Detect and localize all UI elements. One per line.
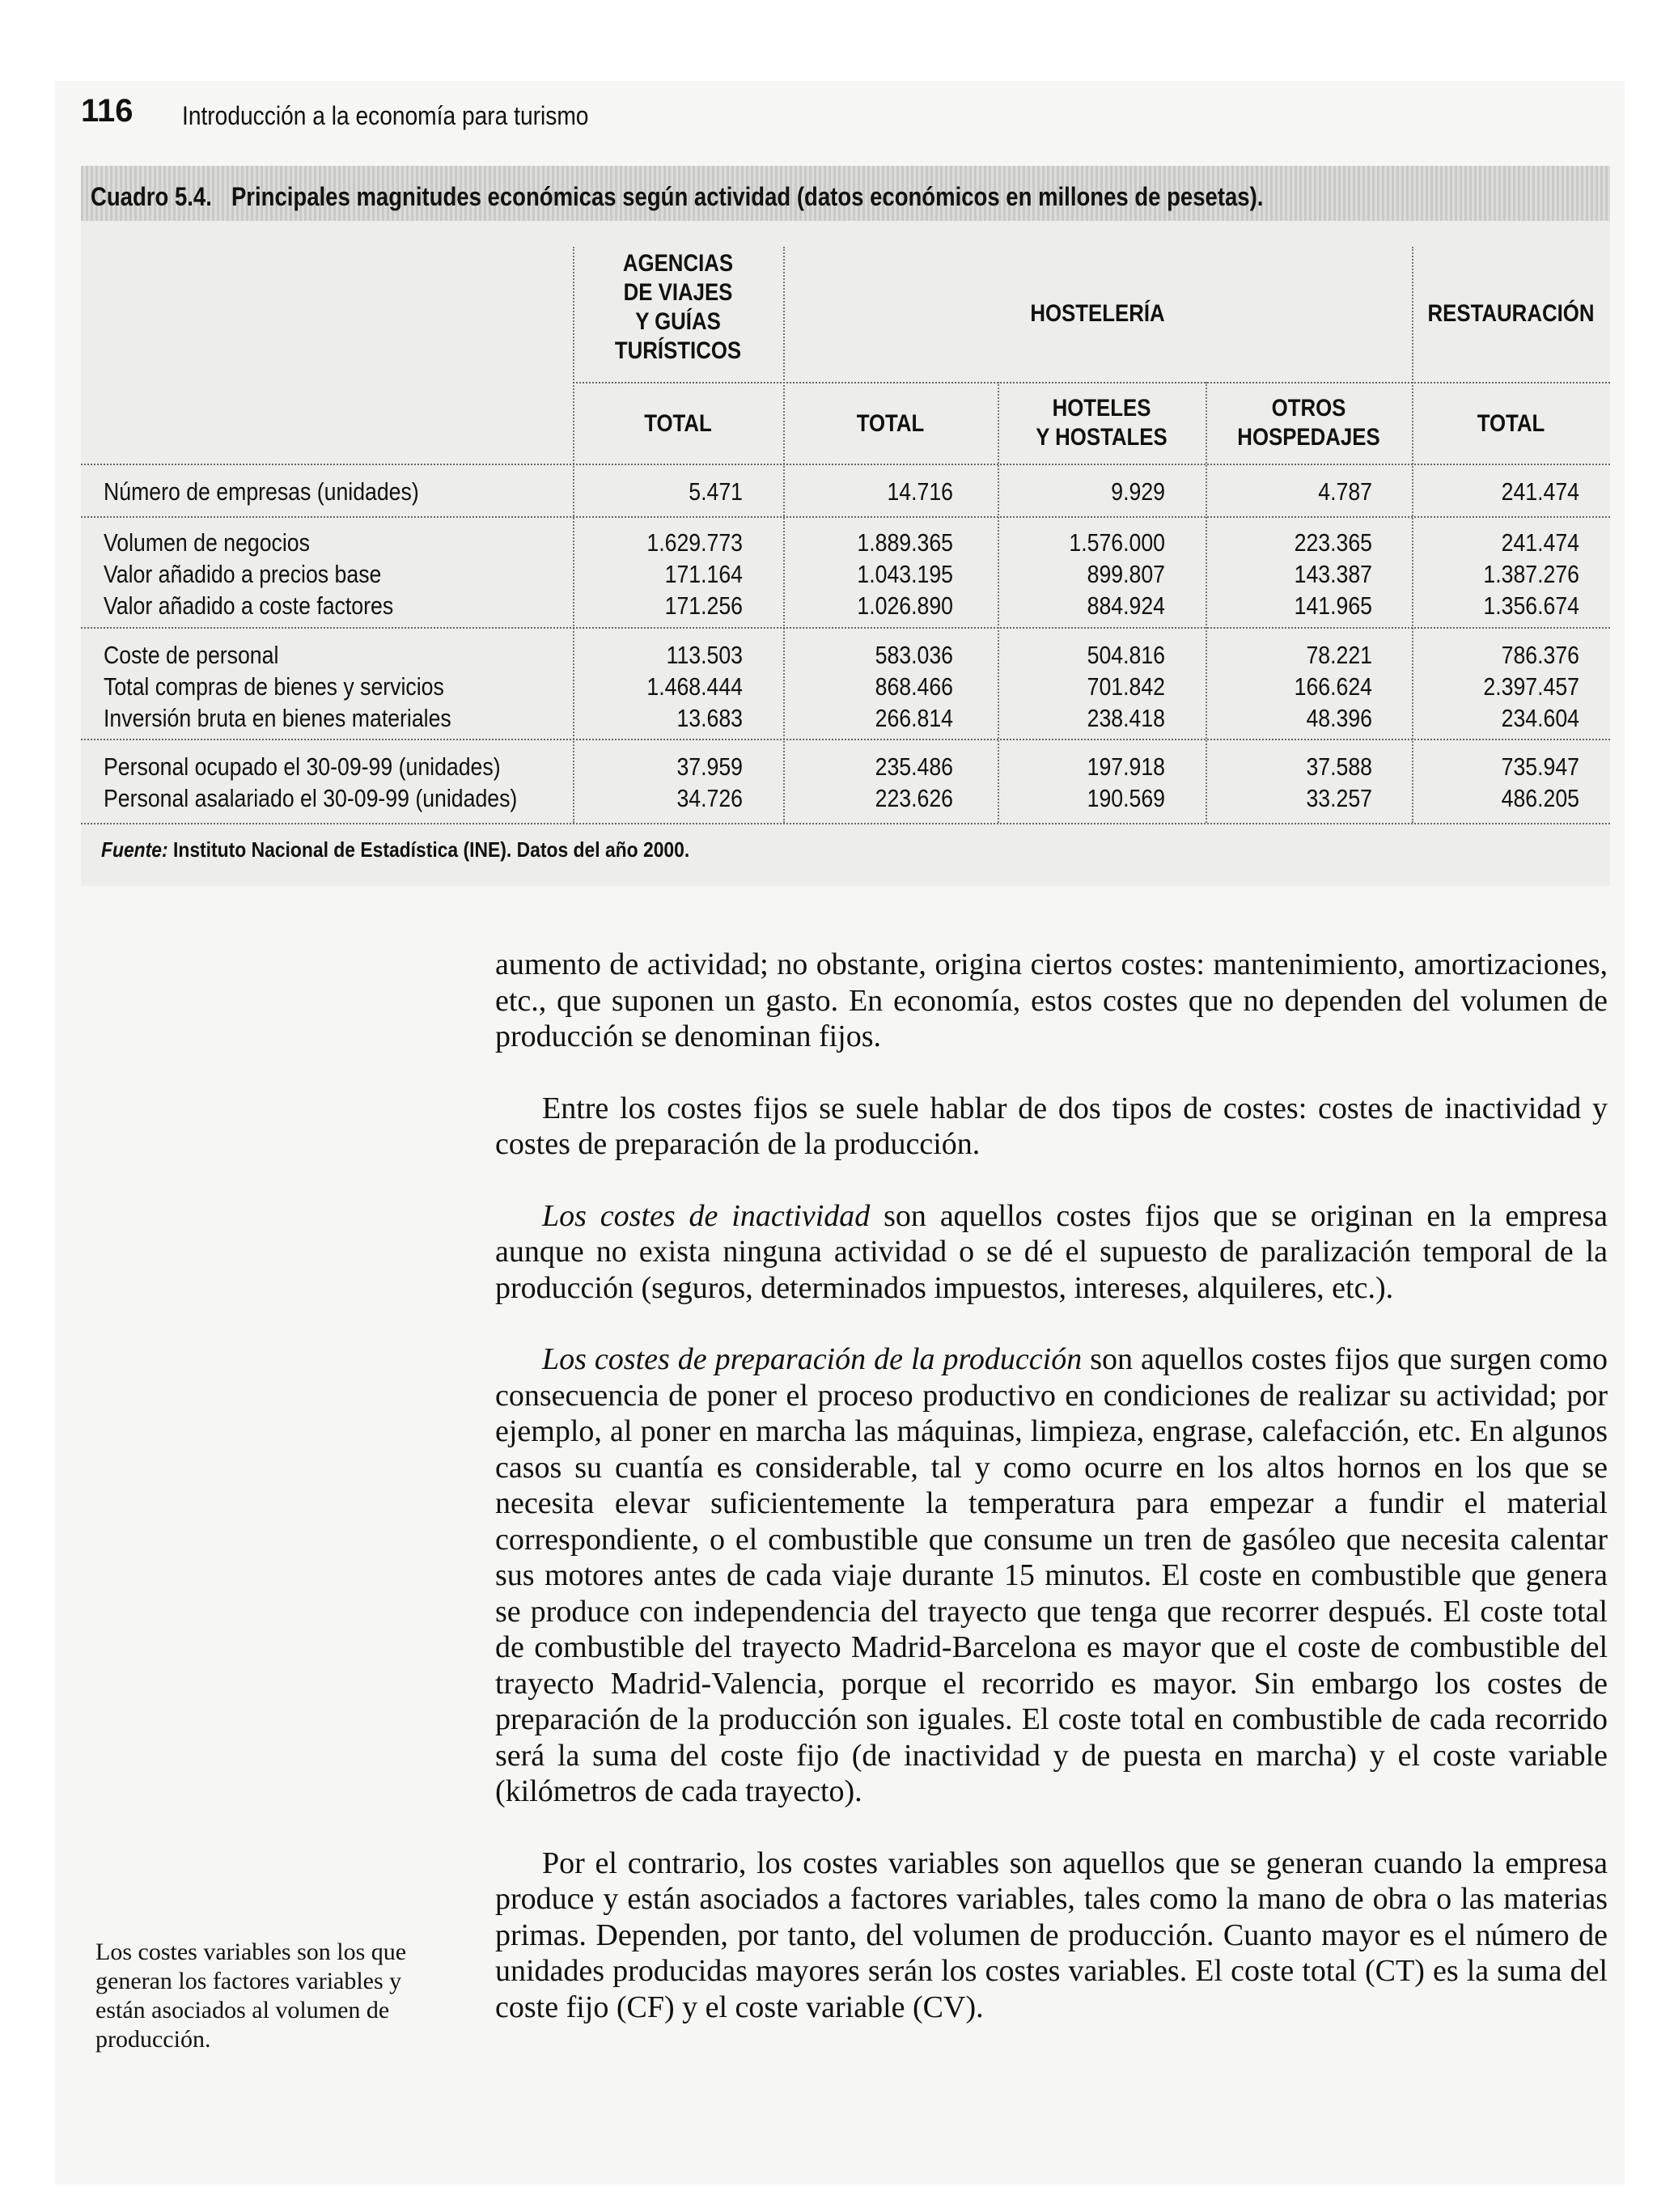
table-source bbox=[101, 837, 689, 862]
table-cell: 113.503 bbox=[666, 641, 743, 669]
table-cell: 143.387 bbox=[1294, 560, 1372, 588]
row-label: Inversión bruta en bienes materiales bbox=[104, 704, 451, 732]
table-cell: 37.588 bbox=[1306, 752, 1372, 781]
table-cell: 4.787 bbox=[1318, 477, 1372, 506]
row-label: Número de empresas (unidades) bbox=[104, 477, 419, 506]
table-cell: 48.396 bbox=[1306, 704, 1372, 732]
table-cell: 223.626 bbox=[875, 784, 953, 812]
table-cell: 1.356.674 bbox=[1483, 591, 1579, 620]
table-cell: 78.221 bbox=[1306, 641, 1372, 669]
table-cell: 171.164 bbox=[664, 560, 743, 588]
table-cell: 1.576.000 bbox=[1069, 528, 1165, 557]
paragraph: Por el contrario, los costes variables son aquellos que se generan cuando la empresa produce y están asociados a factores variables, tales como la mano de obra o las materias primas. Dependen, por tanto, del volumen de producción. Cuanto mayor es el número de unidades producidas mayores serán los costes variables. El coste total (CT) es la suma del coste fijo (CF) y el coste variable (CV). bbox=[495, 1845, 1608, 2024]
table-cell: 786.376 bbox=[1501, 641, 1579, 669]
row-label: Valor añadido a precios base bbox=[104, 560, 382, 588]
table-caption-number: Cuadro 5.4. bbox=[91, 182, 212, 211]
table-cell: 2.397.457 bbox=[1483, 672, 1579, 701]
table-cell: 504.816 bbox=[1087, 641, 1165, 669]
table-cell: 9.929 bbox=[1111, 477, 1165, 506]
row-label: Personal asalariado el 30-09-99 (unidades) bbox=[104, 784, 518, 812]
table-cell: 34.726 bbox=[676, 784, 743, 812]
table-divider bbox=[81, 823, 1610, 824]
table-cell: 735.947 bbox=[1501, 752, 1579, 781]
running-title: Introducción a la economía para turismo bbox=[182, 101, 589, 130]
header-hosteleria: HOSTELERÍA bbox=[1030, 300, 1165, 327]
subheader-agencias-total: TOTAL bbox=[644, 410, 712, 437]
table-cell: 583.036 bbox=[875, 641, 953, 669]
header-restauracion: RESTAURACIÓN bbox=[1427, 300, 1595, 327]
header-agencias: AGENCIAS DE VIAJES Y GUÍAS TURÍSTICOS bbox=[614, 250, 742, 364]
row-label: Total compras de bienes y servicios bbox=[104, 672, 444, 701]
page-number: 116 bbox=[81, 93, 133, 129]
table-divider bbox=[783, 247, 785, 823]
table-cell: 197.918 bbox=[1087, 752, 1165, 781]
row-label: Coste de personal bbox=[104, 641, 279, 669]
paragraph: aumento de actividad; no obstante, origina ciertos costes: mantenimiento, amortizaciones, etc., que suponen un gasto. En economía, estos costes que no dependen del volumen de producción se denominan fijos. bbox=[495, 947, 1608, 1053]
table-cell: 234.604 bbox=[1501, 704, 1579, 732]
paragraph: Entre los costes fijos se suele hablar de dos tipos de costes: costes de inactividad y costes de preparación de la producción. bbox=[495, 1091, 1608, 1161]
table-cell: 1.629.773 bbox=[646, 528, 743, 557]
table-divider bbox=[81, 516, 1610, 518]
subheader-otros: OTROS HOSPEDAJES bbox=[1237, 395, 1380, 451]
table-cell: 241.474 bbox=[1501, 528, 1579, 557]
table-cell: 701.842 bbox=[1087, 672, 1165, 701]
margin-note: Los costes variables son los que generan los factores variables y están asociados al volumen de producción. bbox=[95, 1939, 407, 2053]
paragraph: Los costes de preparación de la producción son aquellos costes fijos que surgen como consecuencia de poner el proceso productivo en condiciones de realizar su actividad; por ejemplo, al poner en marcha las máquinas, limpieza, engrase, calefacción, etc. En algunos casos su cuantía es considerable, tal y como ocurre en los altos hornos en los que se necesita elevar suficientemente la temperatura para empezar a fundir el material correspondiente, o el combustible que consume un tren de gasóleo que necesita calentar sus motores antes de cada viaje durante 15 minutos. El coste en combustible que genera se produce con independencia del trayecto que tenga que recorrer después. El coste total de combustible del trayecto Madrid-Barcelona es mayor que el coste de combustible del trayecto Madrid-Valencia, porque el recorrido es mayor. Sin embargo los costes de preparación de la producción son iguales. El coste total en combustible de cada recorrido será la suma del coste fijo (de inactividad y de puesta en marcha) y el coste variable (kilómetros de cada trayecto). bbox=[495, 1342, 1608, 1808]
table-cell: 166.624 bbox=[1294, 672, 1372, 701]
source-label: Fuente: bbox=[101, 837, 168, 862]
table-divider bbox=[573, 382, 1610, 383]
source-text: Instituto Nacional de Estadística (INE). Datos del año 2000. bbox=[172, 837, 690, 862]
table-divider bbox=[81, 464, 1610, 465]
table-cell: 33.257 bbox=[1306, 784, 1372, 812]
table-cell: 486.205 bbox=[1501, 784, 1579, 812]
subheader-hosteleria-total: TOTAL bbox=[856, 410, 925, 437]
table-cell: 868.466 bbox=[875, 672, 953, 701]
table-cell: 223.365 bbox=[1294, 528, 1372, 557]
row-label: Personal ocupado el 30-09-99 (unidades) bbox=[104, 752, 501, 781]
table-cell: 37.959 bbox=[676, 752, 743, 781]
table-caption-text: Principales magnitudes económicas según actividad (datos económicos en millones de pesetas). bbox=[231, 182, 1264, 211]
table-cell: 190.569 bbox=[1087, 784, 1165, 812]
table-caption bbox=[91, 182, 1263, 212]
table-cell: 13.683 bbox=[676, 704, 743, 732]
table-divider bbox=[81, 627, 1610, 629]
table-cell: 1.026.890 bbox=[857, 591, 953, 620]
table-cell: 171.256 bbox=[664, 591, 743, 620]
table-cell: 238.418 bbox=[1087, 704, 1165, 732]
table-divider bbox=[81, 739, 1610, 740]
table-divider bbox=[573, 247, 574, 823]
table-cell: 1.043.195 bbox=[857, 560, 953, 588]
table-cell: 1.889.365 bbox=[857, 528, 953, 557]
body-text bbox=[495, 947, 1608, 2061]
table-cell: 5.471 bbox=[689, 477, 743, 506]
table-cell: 266.814 bbox=[875, 704, 953, 732]
table-cell: 1.468.444 bbox=[646, 672, 743, 701]
table-cell: 241.474 bbox=[1501, 477, 1579, 506]
subheader-restauracion-total: TOTAL bbox=[1477, 410, 1545, 437]
row-label: Volumen de negocios bbox=[104, 528, 310, 557]
table-cell: 235.486 bbox=[875, 752, 953, 781]
paragraph: Los costes de inactividad son aquellos costes fijos que se originan en la empresa aunque no exista ninguna actividad o se dé el supuesto de paralización temporal de la producción (seguros, determinados impuestos, intereses, alquileres, etc.). bbox=[495, 1198, 1608, 1305]
subheader-hoteles: HOTELES Y HOSTALES bbox=[1036, 395, 1168, 451]
table-cell: 1.387.276 bbox=[1483, 560, 1579, 588]
table-cell: 884.924 bbox=[1087, 591, 1165, 620]
row-label: Valor añadido a coste factores bbox=[104, 591, 394, 620]
table-cell: 14.716 bbox=[887, 477, 953, 506]
table-cell: 141.965 bbox=[1294, 591, 1372, 620]
table-cell: 899.807 bbox=[1087, 560, 1165, 588]
